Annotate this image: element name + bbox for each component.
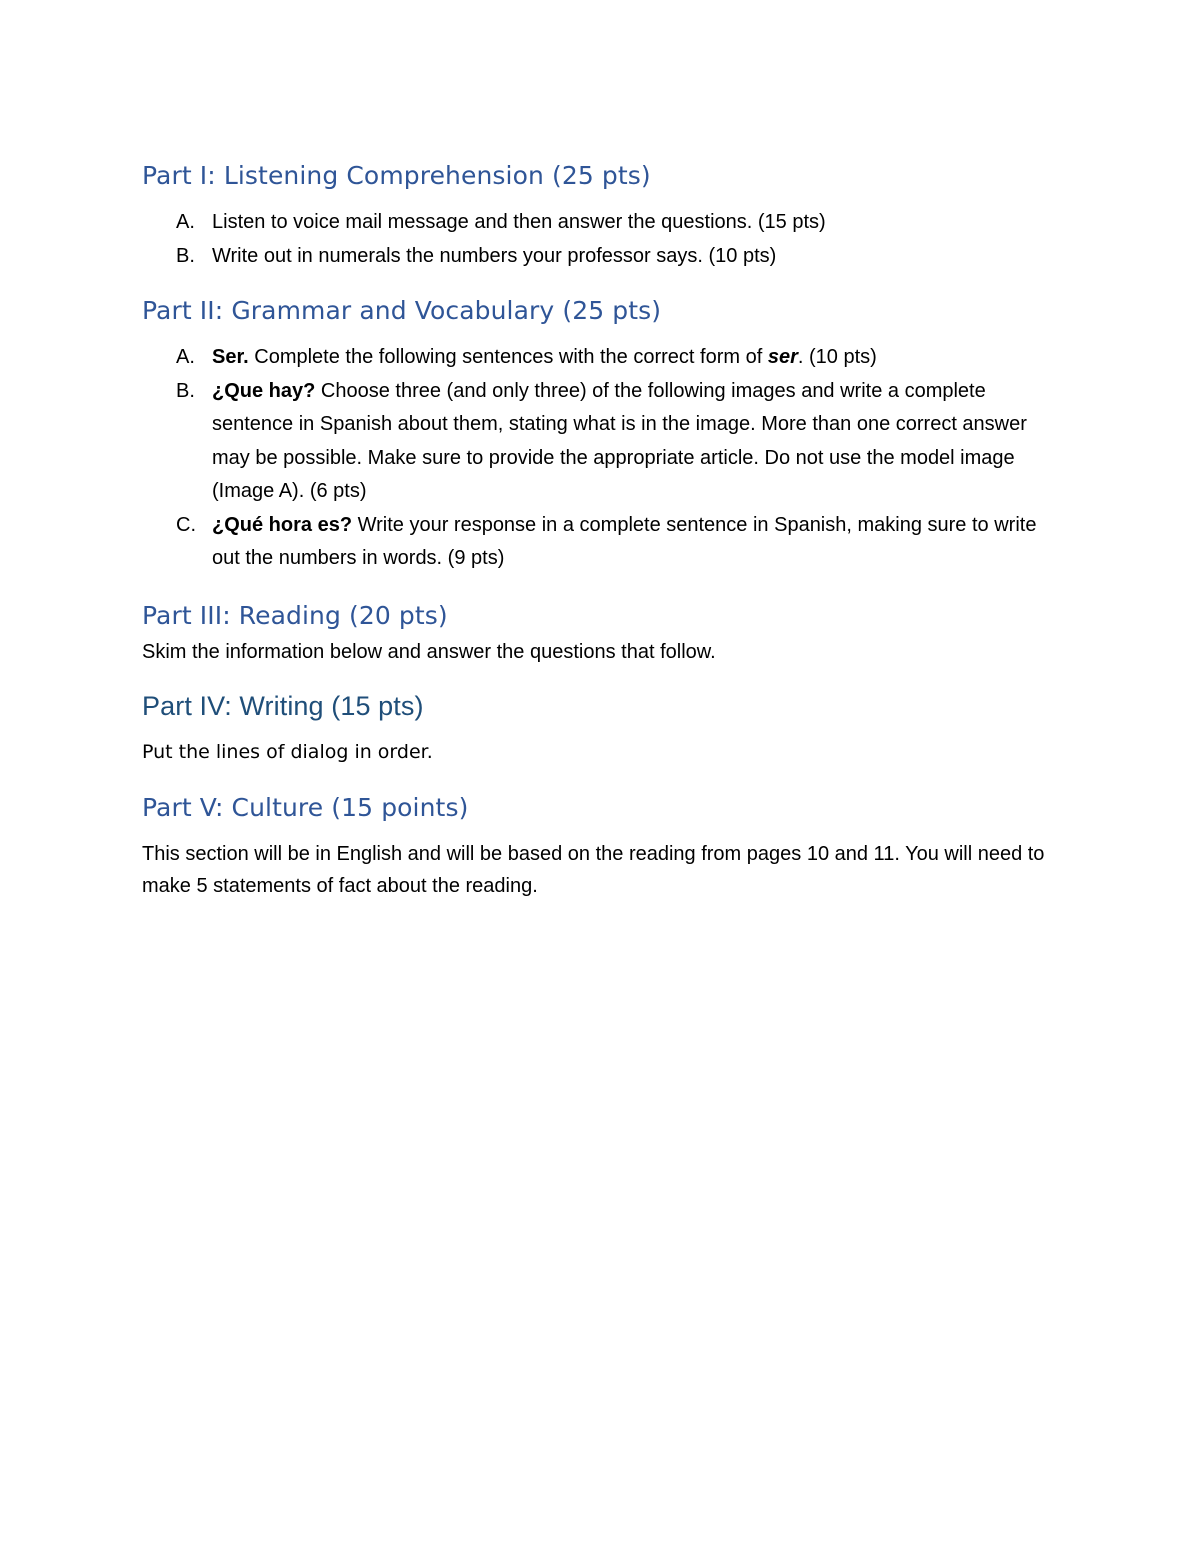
list-item-text-end: . (10 pts) <box>797 346 877 368</box>
list-item-text: Choose three (and only three) of the following images and write a complete sentence in Spanish about them, stating what is in the image. More than one correct answer may be possible. Make sure to provide the appropriate article. Do not use the model image (Image A). (6 pts) <box>212 379 1027 502</box>
part-1-list <box>142 206 1062 273</box>
list-item <box>142 341 1062 375</box>
list-marker: A. <box>176 346 195 368</box>
list-item-lead: ¿Qué hora es? <box>212 513 353 536</box>
list-item <box>142 509 1062 576</box>
list-item-lead: Ser. <box>212 346 249 368</box>
list-marker: B. <box>176 244 195 267</box>
section-heading-part-3: Part III: Reading (20 pts) <box>142 600 448 630</box>
section-heading-part-1: Part I: Listening Comprehension (25 pts) <box>142 161 651 190</box>
list-item-text: Write out in numerals the numbers your professor says. (10 pts) <box>212 244 777 267</box>
list-item-text: Listen to voice mail message and then answer the questions. (15 pts) <box>212 211 826 233</box>
part-4-instructions: Put the lines of dialog in order. <box>142 740 433 763</box>
section-heading-part-4: Part IV: Writing (15 pts) <box>142 690 424 721</box>
section-heading-part-2: Part II: Grammar and Vocabulary (25 pts) <box>142 296 662 325</box>
list-marker: A. <box>176 211 195 233</box>
part-5-instructions: This section will be in English and will be based on the reading from pages 10 and 11. You will need to make 5 statements of fact about the reading. <box>142 842 1045 897</box>
section-heading-part-5: Part V: Culture (15 points) <box>142 792 469 822</box>
list-marker: B. <box>176 379 195 402</box>
list-item <box>142 240 1062 274</box>
list-item-text: Write your response in a complete sentence in Spanish, making sure to write out the numbers in words. (9 pts) <box>212 513 1037 569</box>
part-2-list <box>142 341 1062 576</box>
list-item <box>142 206 1062 240</box>
list-marker: C. <box>176 513 196 536</box>
part-3-instructions: Skim the information below and answer the questions that follow. <box>142 640 716 663</box>
list-item <box>142 375 1062 509</box>
document-content <box>142 158 1062 902</box>
list-item-text: Complete the following sentences with the correct form of <box>248 346 768 368</box>
list-item-lead: ¿Que hay? <box>212 379 316 402</box>
list-item-emphasis: ser <box>767 346 798 368</box>
